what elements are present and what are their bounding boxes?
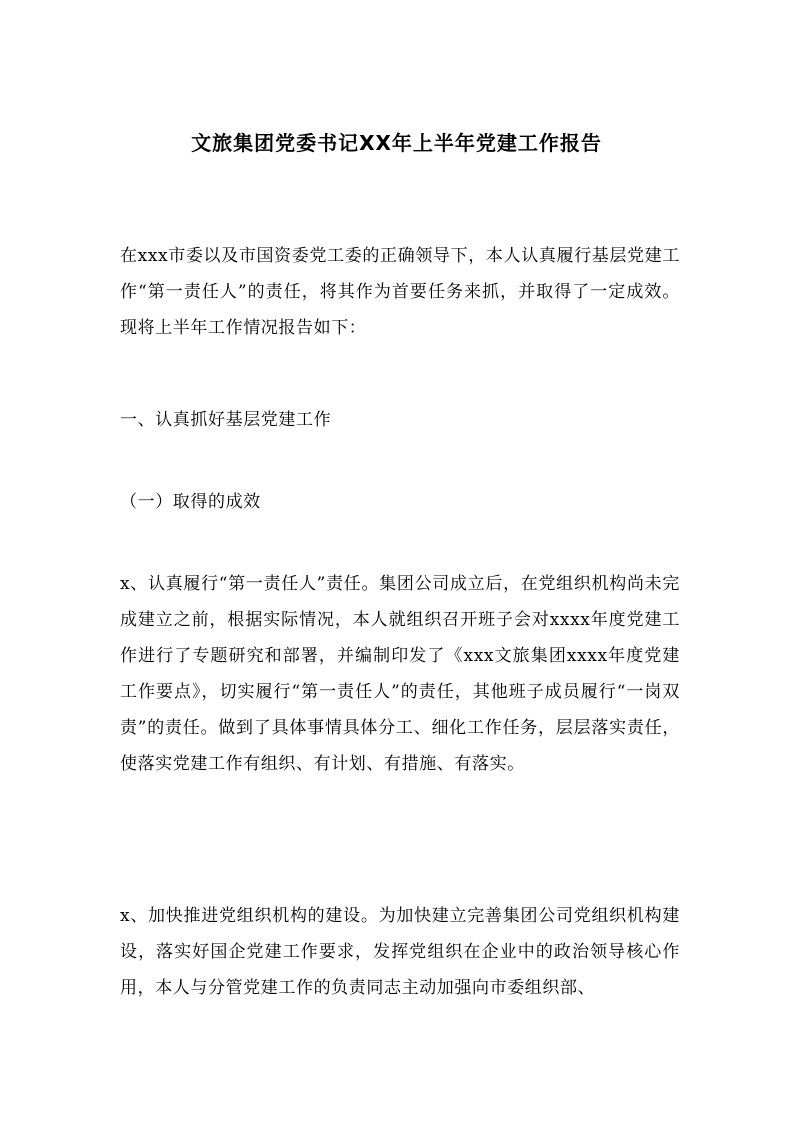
subsection-heading: （一）取得的成效 [120,492,261,512]
section-heading: 一、认真抓好基层党建工作 [120,410,332,430]
body-paragraph-item-1: x、认真履行“第一责任人”责任。集团公司成立后，在党组织机构尚未完成建立之前，根据实际情况，本人就组织召开班子会对xxxx年度党建工作进行了专题研究和部署，并编制印发了《xxx文旅集团xxxx年度党建工作要点》，切实履行“第一责任人”的责任，其他班子成员履行“一岗双责”的责任。做到了具体事情具体分工、细化工作任务，层层落实责任，使落实党建工作有组织、有计划、有措施、有落实。 [120,574,680,774]
body-paragraph-item-2: x、加快推进党组织机构的建设。为加快建立完善集团公司党组织机构建设，落实好国企党建工作要求，发挥党组织在企业中的政治领导核心作用，本人与分管党建工作的负责同志主动加强向市委组织部、 [120,906,680,998]
intro-paragraph: 在xxx市委以及市国资委党工委的正确领导下，本人认真履行基层党建工作“第一责任人”的责任，将其作为首要任务来抓，并取得了一定成效。现将上半年工作情况报告如下： [120,246,680,338]
document-title: 文旅集团党委书记XX年上半年党建工作报告 [191,131,602,155]
